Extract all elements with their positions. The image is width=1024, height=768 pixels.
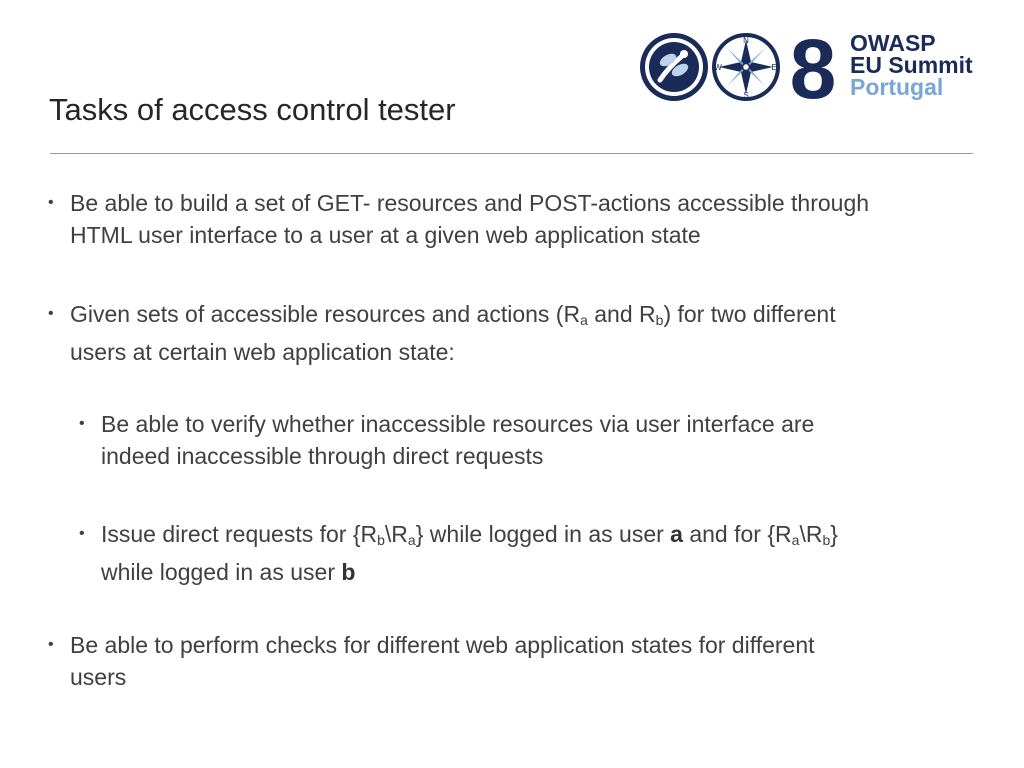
logo-wordmark bbox=[850, 32, 973, 98]
bullet-build-resource-set bbox=[48, 187, 990, 251]
bullet-line: Be able to perform checks for different web application states for different bbox=[70, 632, 815, 658]
bullet-line: users bbox=[70, 664, 127, 690]
user-b-bold: b bbox=[341, 559, 356, 585]
bullet-marker: • bbox=[79, 525, 85, 542]
bullet-line: users at certain web application state: bbox=[70, 339, 455, 365]
compass-letter-w: W bbox=[714, 63, 722, 72]
owasp-summit-logo bbox=[638, 30, 983, 104]
bullet-line: Given sets of accessible resources and actions ($R_a$ and $R_b$) for two different bbox=[70, 301, 836, 328]
compass-icon bbox=[712, 33, 780, 101]
sub-bullet-verify-inaccessible bbox=[79, 408, 961, 472]
bullet-line: indeed inaccessible through direct requests bbox=[101, 443, 544, 469]
title-divider bbox=[50, 153, 973, 154]
slide-title: Tasks of access control tester bbox=[49, 92, 456, 127]
bullet-marker: • bbox=[48, 636, 54, 653]
bullet-given-sets bbox=[48, 298, 990, 368]
logo-graphics bbox=[638, 30, 848, 104]
compass-letter-n: N bbox=[743, 36, 749, 45]
logo-owasp-text: OWASP bbox=[850, 30, 936, 56]
compass-letter-s: S bbox=[743, 91, 749, 100]
bullet-marker: • bbox=[48, 305, 54, 322]
bullet-marker: • bbox=[79, 415, 85, 432]
user-a-bold: a bbox=[670, 521, 683, 547]
bullet-line: while logged in as user b bbox=[101, 559, 356, 585]
bullet-perform-checks bbox=[48, 629, 990, 693]
bullet-line: Be able to verify whether inaccessible resources via user interface are bbox=[101, 411, 815, 437]
sub-bullet-issue-direct-requests bbox=[79, 518, 961, 588]
bullet-marker: • bbox=[48, 194, 54, 211]
compass-letter-e: E bbox=[771, 63, 777, 72]
logo-portugal-text: Portugal bbox=[850, 74, 944, 100]
bullet-line: HTML user interface to a user at a given web application state bbox=[70, 222, 701, 248]
logo-eu-summit-text: EU Summit bbox=[850, 52, 973, 78]
bullet-line: Be able to build a set of GET- resources and POST-actions accessible through bbox=[70, 190, 870, 216]
logo-number-eight: 8 bbox=[789, 30, 837, 104]
bullet-line: Issue direct requests for $\{R_b\backslash R_a\}$ while logged in as user a and for $\{R_a\backslash R_b\}$ bbox=[101, 521, 838, 548]
wasp-icon bbox=[640, 33, 708, 101]
